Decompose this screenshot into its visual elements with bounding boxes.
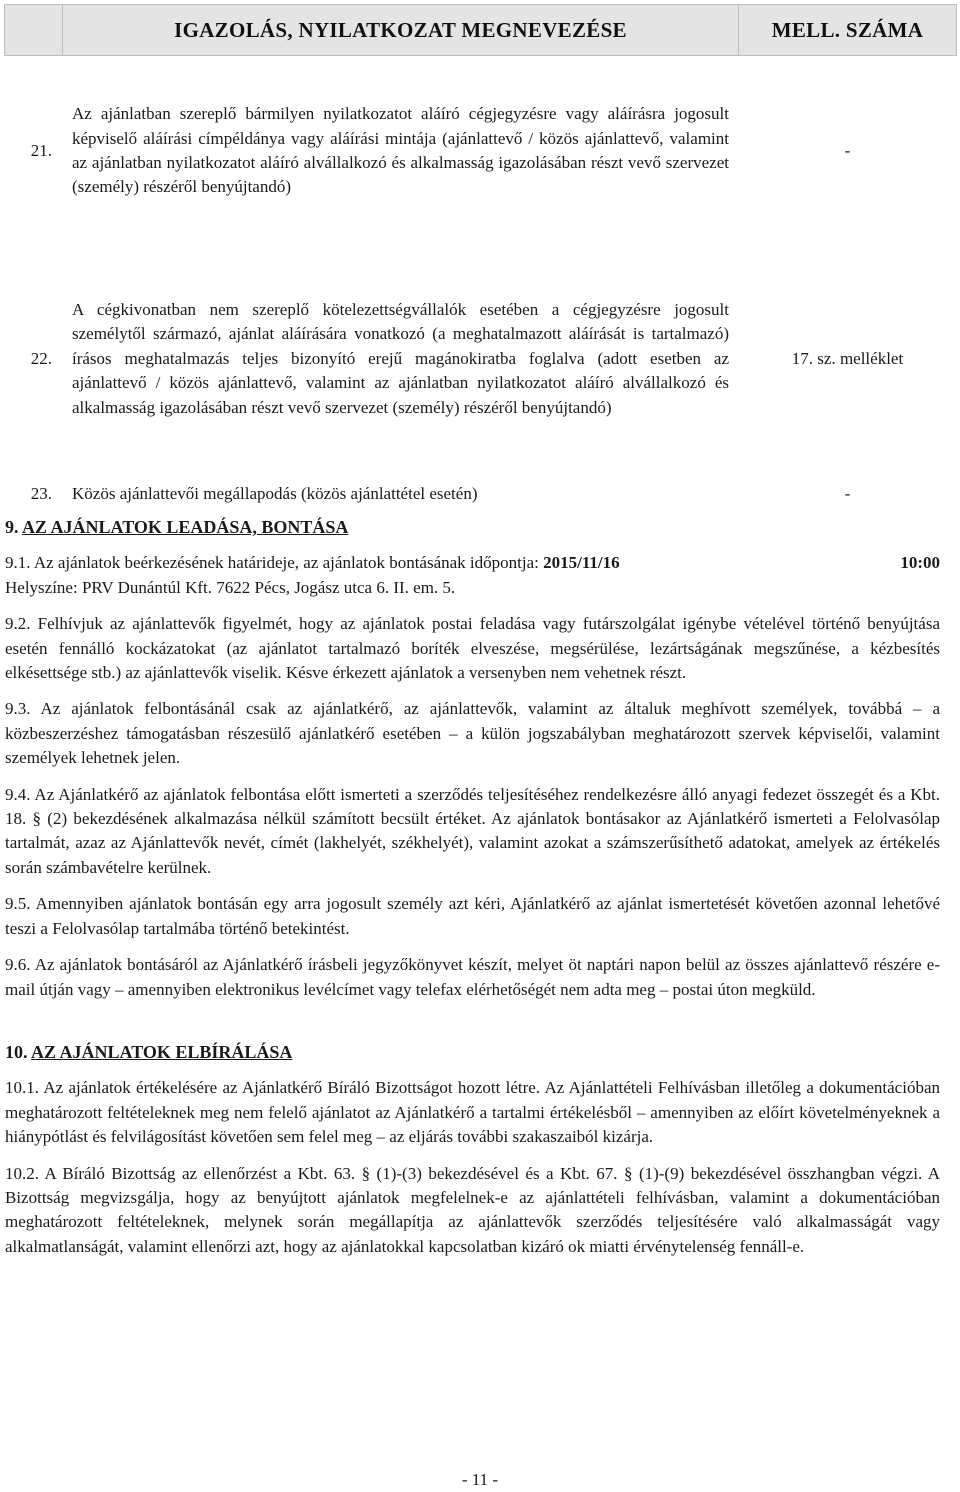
section-9-title: AZ AJÁNLATOK LEADÁSA, BONTÁSA: [22, 517, 349, 537]
section-9-number: 9.: [5, 517, 19, 537]
paragraph-9-1-text: Az ajánlatok beérkezésének határideje, az ajánlatok bontásának időpontja:: [33, 553, 539, 573]
section-10-title: AZ AJÁNLATOK ELBÍRÁLÁSA: [31, 1041, 293, 1062]
paragraph-9-2: 9.2. Felhívjuk az ajánlattevők figyelmét, hogy az ajánlatok postai feladása vagy futárszolgálat igénybe vételével történő benyújtása esetén fennálló kockázatokat (az ajánlatot tartalmazó boríték elveszése, megsérülése, lezártságának megszűnése, a kézbesítés elkésettsége stb.) az ajánlattevők viselik. Késve érkezett ajánlatok a versenyben nem vehetnek részt.: [5, 614, 940, 683]
row-attachment-ref: -: [739, 56, 957, 247]
paragraph-9-1-number: 9.1.: [5, 553, 31, 573]
paragraph-10-2: 10.2. A Bíráló Bizottság az ellenőrzést a Kbt. 63. § (1)-(3) bekezdésével és a Kbt. 67. § (1)-(9) bekezdésével összhangban végzi. A Bizottság megvizsgálja, hogy az benyújtott ajánlatok megfelelnek-e az ajánlattételi felhívásban, valamint a dokumentációban meghatározott feltételeknek, melynek során megállapítja az ajánlattevők szerződés teljesítésére való alkalmasságát vagy alkalmatlanságát, valamint ellenőrzi azt, hogy az ajánlatokkal kapcsolatban kizáró ok miatti érvénytelenség fennáll-e.: [5, 1163, 940, 1256]
documents-table: [4, 4, 957, 517]
row-number: 22.: [5, 247, 63, 472]
row-description: A cégkivonatban nem szereplő kötelezettségvállalók esetében a cégjegyzésre jogosult személytől származó, ajánlat aláírására vonatkozó (a meghatalmazott aláírását is tartalmazó) írásos meghatalmazás teljes bizonyító erejű magánokiratba foglalva (adott esetben az ajánlattevő / közös ajánlattevő, valamint az ajánlatban nyilatkozatot aláíró alvállalkozó és alkalmasság igazolásában részt vevő szervezet (személy) részéről benyújtandó): [63, 247, 739, 472]
paragraph-10-1: 10.1. Az ajánlatok értékelésére az Ajánlatkérő Bíráló Bizottságot hozott létre. Az Ajánlattételi Felhívásban illetőleg a dokumentációban meghatározott feltételeknek meg nem felelő ajánlatot az Ajánlatkérő a tartalmi értékelésből – amennyiben az előírt követelményeknek a hiánypótlást és felvilágosítást követően sem felel meg – az eljárás további szakaszaiból kizárja.: [5, 1078, 940, 1147]
paragraph-9-3: 9.3. Az ajánlatok felbontásánál csak az ajánlatkérő, az ajánlattevők, valamint az általuk meghívott személyek, továbbá – a közbeszerzéshez támogatásban részesülő ajánlatkérő esetében – a külön jogszabályban meghatározott szervek képviselői, valamint személyek lehetnek jelen.: [5, 699, 940, 768]
table-header-row: [5, 5, 957, 56]
row-attachment-ref: 17. sz. melléklet: [739, 247, 957, 472]
row-number: 23.: [5, 472, 63, 517]
document-body: [5, 515, 940, 1259]
paragraph-9-4: 9.4. Az Ajánlatkérő az ajánlatok felbontása előtt ismerteti a szerződés teljesítéséhez rendelkezésre álló anyagi fedezet összegét és a Kbt. 18. § (2) bekezdésének alkalmazása nélkül számított becsült értéket. Az ajánlatok bontásakor az Ajánlatkérő ismerteti a Felolvasólap tartalmát, azaz az Ajánlattevők nevét, címét (lakhelyét, székhelyét), valamint azokat a számszerűsíthető adatokat, amelyek az értékelés során számbavételre kerülnek.: [5, 784, 940, 877]
header-num-cell: [5, 5, 63, 56]
row-description: Közös ajánlattevői megállapodás (közös ajánlattétel esetén): [63, 472, 739, 517]
table-row: [5, 56, 957, 247]
section-10-number: 10.: [5, 1041, 28, 1062]
table-row: [5, 247, 957, 472]
deadline-date: 2015/11/16: [543, 553, 620, 573]
paragraph-9-5: 9.5. Amennyiben ajánlatok bontásán egy arra jogosult személy azt kéri, Ajánlatkérő az ajánlat ismertetését követően azonnal lehetővé teszi a Felolvasólap tartalmába történő betekintést.: [5, 894, 940, 938]
section-10-heading: [5, 1040, 940, 1064]
row-description: Az ajánlatban szereplő bármilyen nyilatkozatot aláíró cégjegyzésre vagy aláírásra jogosult képviselő aláírási címpéldánya vagy aláírási mintája (ajánlattevő / közös ajánlattevő, valamint az ajánlatban nyilatkozatot aláíró alvállalkozó és alkalmasság igazolásában részt vevő szervezet (személy) részéről benyújtandó): [63, 56, 739, 247]
section-9-heading: [5, 515, 940, 539]
row-attachment-ref: -: [739, 472, 957, 517]
paragraph-9-6: 9.6. Az ajánlatok bontásáról az Ajánlatkérő írásbeli jegyzőkönyvet készít, melyet öt naptári napon belül az összes ajánlattevő részére e-mail útján vagy – amennyiben elektronikus levélcímet vagy telefax elérhetőségét nem adta meg – postai úton megküld.: [5, 955, 940, 999]
page-number: - 11 -: [461, 1470, 499, 1489]
deadline-time: 10:00: [900, 553, 940, 573]
header-title: IGAZOLÁS, NYILATKOZAT MEGNEVEZÉSE: [63, 5, 739, 56]
row-number: 21.: [5, 56, 63, 247]
paragraph-9-1: [5, 551, 940, 575]
table-row: [5, 472, 957, 517]
header-attachment-number: MELL. SZÁMA: [739, 5, 957, 56]
paragraph-9-1-place: Helyszíne: PRV Dunántúl Kft. 7622 Pécs, Jogász utca 6. II. em. 5.: [5, 577, 456, 597]
